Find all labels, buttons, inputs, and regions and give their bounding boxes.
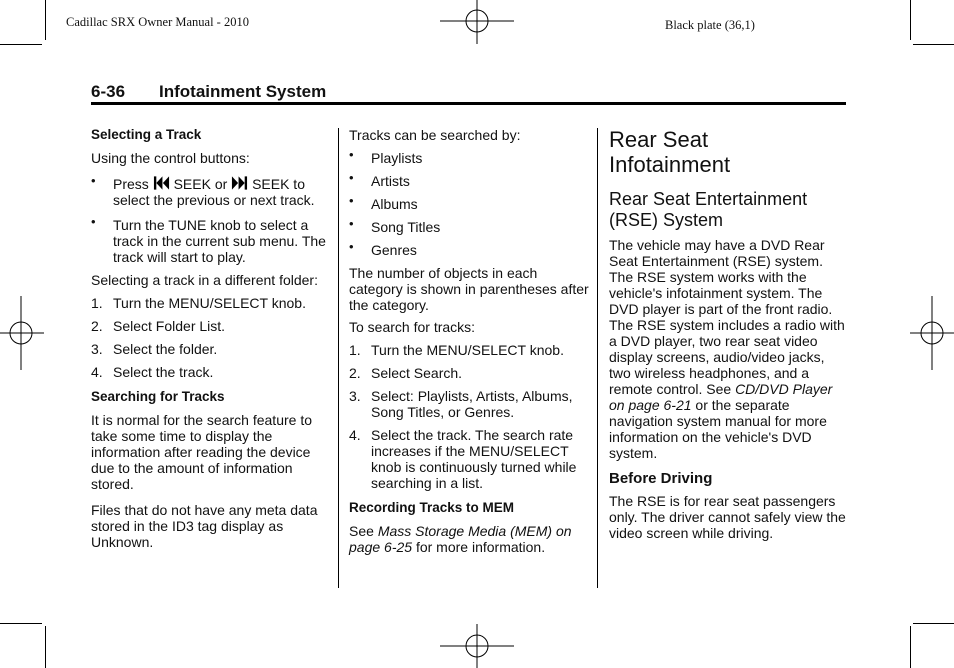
column-divider [597, 128, 598, 588]
list-item: • Genres [349, 239, 417, 258]
list-item: 3. Select: Playlists, Artists, Albums, Song Titles, or Genres. [349, 388, 573, 420]
column-divider [338, 128, 339, 588]
cross-reference-link[interactable]: Mass Storage Media (MEM) on page 6-25 [349, 523, 572, 555]
crop-mark [0, 623, 42, 624]
cross-reference-link[interactable]: CD/DVD Player on page 6-21 [609, 381, 833, 413]
paragraph: The RSE is for rear seat passengers only. The driver cannot safely view the video screen while driving. [609, 493, 846, 541]
section-title: Infotainment System [159, 82, 327, 101]
paragraph: Tracks can be searched by: [349, 127, 521, 143]
crop-mark [45, 626, 46, 668]
column-2 [349, 127, 589, 561]
registration-mark-icon [440, 624, 514, 668]
registration-mark-icon [0, 296, 44, 370]
seek-next-icon [231, 176, 248, 190]
list-item: 3. Select the folder. [91, 341, 218, 357]
paragraph: Selecting a track in a different folder: [91, 272, 318, 288]
header-rule [91, 102, 846, 105]
list-item: 4. Select the track. [91, 364, 214, 380]
list-item: 2. Select Folder List. [91, 318, 226, 334]
list-item: • Artists [349, 170, 410, 189]
heading-recording-tracks: Recording Tracks to MEM [349, 500, 515, 515]
crop-mark [913, 623, 954, 624]
crop-mark [0, 44, 42, 45]
plate-label: Black plate (36,1) [665, 18, 755, 32]
column-3 [609, 127, 847, 547]
section-heading: Rear Seat Entertainment (RSE) System [609, 189, 808, 230]
bullet: • [91, 214, 96, 229]
crop-mark [910, 0, 911, 40]
seek-previous-icon [153, 176, 170, 190]
paragraph: The vehicle may have a DVD Rear Seat Entertainment (RSE) system. The RSE system works with the vehicle's infotainment system. The DVD player is part of the front radio. The RSE system includes a radio with a DVD player, two rear seat video display screens, audio/video jacks, two wireless headphones, and a remote control. See CD/DVD Player on page 6-21 or the separate navigation system manual for more information on the vehicle's DVD system. [609, 237, 845, 461]
bullet: • [91, 173, 96, 188]
column-1 [91, 127, 331, 556]
paragraph: Files that do not have any meta data stored in the ID3 tag display as Unknown. [91, 502, 318, 550]
paragraph: The number of objects in each category is shown in parentheses after the category. [349, 265, 589, 313]
document-title: Cadillac SRX Owner Manual - 2010 [66, 15, 249, 29]
list-item: • Press SEEK or SEEK to select the previous or next track. [91, 173, 315, 208]
list-item: • Albums [349, 193, 418, 212]
paragraph: See Mass Storage Media (MEM) on page 6-25 for more information. [349, 523, 572, 555]
list-item: • Song Titles [349, 216, 441, 235]
page-number: 6-36 [91, 82, 126, 101]
chapter-title: Rear Seat Infotainment [609, 127, 731, 177]
heading-selecting-track: Selecting a Track [91, 127, 202, 142]
paragraph: To search for tracks: [349, 319, 476, 335]
paragraph: Using the control buttons: [91, 150, 250, 166]
heading-searching-tracks: Searching for Tracks [91, 389, 225, 404]
list-item: 1. Turn the MENU/SELECT knob. [91, 295, 306, 311]
paragraph: It is normal for the search feature to take some time to display the information after reading the device due to the amount of information stored. [91, 412, 312, 492]
crop-mark [45, 0, 46, 40]
registration-mark-icon [910, 296, 954, 370]
registration-mark-icon [440, 0, 514, 44]
list-item: • Playlists [349, 147, 423, 166]
list-item: 1. Turn the MENU/SELECT knob. [349, 342, 564, 358]
list-item: 4. Select the track. The search rate increases if the MENU/SELECT knob is continuously turned while searching in a list. [349, 427, 577, 491]
crop-mark [913, 44, 954, 45]
list-item: 2. Select Search. [349, 365, 463, 381]
crop-mark [910, 626, 911, 668]
heading-before-driving: Before Driving [609, 470, 713, 487]
list-item: • Turn the TUNE knob to select a track in the current sub menu. The track will start to play. [91, 214, 326, 265]
